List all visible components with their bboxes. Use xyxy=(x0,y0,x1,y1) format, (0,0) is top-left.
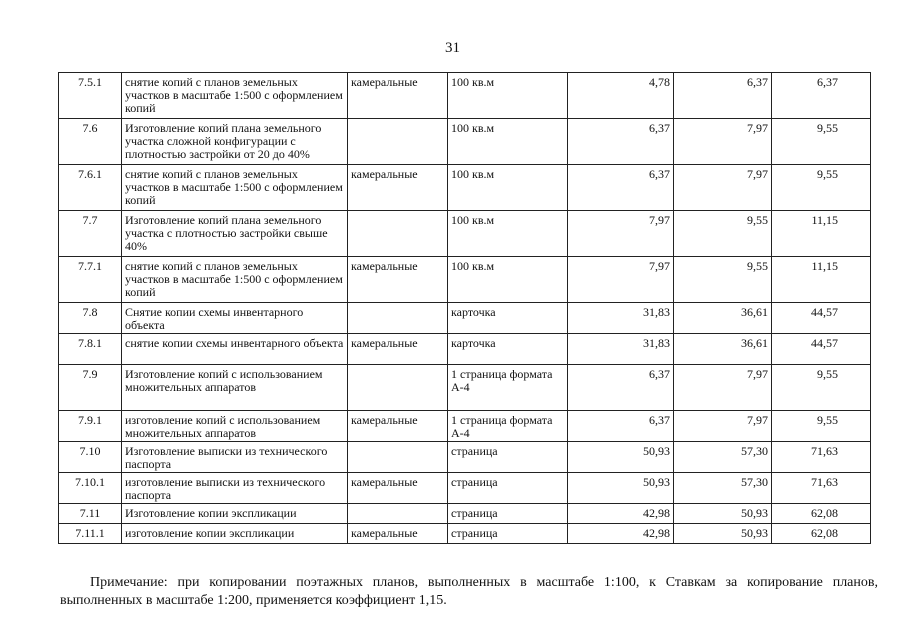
unit: 100 кв.м xyxy=(448,211,568,257)
rate-1: 42,98 xyxy=(568,504,674,524)
unit: страница xyxy=(448,442,568,473)
rate-1: 6,37 xyxy=(568,411,674,442)
rate-2: 7,97 xyxy=(674,165,772,211)
service-description: снятие копий с планов земельных участков в масштабе 1:500 с оформлением копий xyxy=(122,257,348,303)
rate-1: 6,37 xyxy=(568,365,674,411)
work-type xyxy=(348,119,448,165)
rate-1: 6,37 xyxy=(568,165,674,211)
rate-2: 6,37 xyxy=(674,73,772,119)
rate-3: 9,55 xyxy=(772,411,871,442)
rate-2: 36,61 xyxy=(674,334,772,365)
row-number: 7.11 xyxy=(59,504,122,524)
table-row xyxy=(59,524,871,544)
service-description: Изготовление копий плана земельного участка сложной конфигурации с плотностью застройки от 20 до 40% xyxy=(122,119,348,165)
unit: 100 кв.м xyxy=(448,257,568,303)
service-description: изготовление выписки из технического паспорта xyxy=(122,473,348,504)
rate-2: 57,30 xyxy=(674,473,772,504)
unit: карточка xyxy=(448,334,568,365)
unit: страница xyxy=(448,504,568,524)
row-number: 7.10.1 xyxy=(59,473,122,504)
unit: страница xyxy=(448,473,568,504)
rate-3: 44,57 xyxy=(772,334,871,365)
service-description: Изготовление копий плана земельного участка с плотностью застройки свыше 40% xyxy=(122,211,348,257)
unit: 100 кв.м xyxy=(448,119,568,165)
tariff-table xyxy=(58,72,871,544)
row-number: 7.7.1 xyxy=(59,257,122,303)
rate-3: 9,55 xyxy=(772,365,871,411)
rate-3: 9,55 xyxy=(772,119,871,165)
rate-2: 9,55 xyxy=(674,257,772,303)
rate-3: 62,08 xyxy=(772,524,871,544)
row-number: 7.6.1 xyxy=(59,165,122,211)
table-row xyxy=(59,257,871,303)
unit: 100 кв.м xyxy=(448,73,568,119)
rate-2: 7,97 xyxy=(674,119,772,165)
rate-2: 36,61 xyxy=(674,303,772,334)
work-type: камеральные xyxy=(348,473,448,504)
work-type xyxy=(348,303,448,334)
table-row xyxy=(59,504,871,524)
row-number: 7.11.1 xyxy=(59,524,122,544)
table-row xyxy=(59,334,871,365)
row-number: 7.8.1 xyxy=(59,334,122,365)
rate-3: 44,57 xyxy=(772,303,871,334)
rate-1: 42,98 xyxy=(568,524,674,544)
table-row xyxy=(59,411,871,442)
rate-3: 11,15 xyxy=(772,257,871,303)
work-type xyxy=(348,365,448,411)
table-row xyxy=(59,473,871,504)
rate-1: 4,78 xyxy=(568,73,674,119)
rate-2: 7,97 xyxy=(674,365,772,411)
service-description: снятие копии схемы инвентарного объекта xyxy=(122,334,348,365)
rate-1: 7,97 xyxy=(568,257,674,303)
table-row xyxy=(59,303,871,334)
rate-2: 7,97 xyxy=(674,411,772,442)
rate-1: 7,97 xyxy=(568,211,674,257)
unit: 100 кв.м xyxy=(448,165,568,211)
work-type: камеральные xyxy=(348,165,448,211)
work-type xyxy=(348,504,448,524)
service-description: изготовление копий с использованием множительных аппаратов xyxy=(122,411,348,442)
work-type: камеральные xyxy=(348,411,448,442)
footnote: Примечание: при копировании поэтажных планов, выполненных в масштабе 1:100, к Ставкам за копирование планов, выполненных в масштабе 1:200, применяется коэффициент 1,15. xyxy=(60,575,878,608)
work-type xyxy=(348,211,448,257)
work-type: камеральные xyxy=(348,73,448,119)
rate-1: 31,83 xyxy=(568,303,674,334)
page-number: 31 xyxy=(445,40,460,56)
table-row xyxy=(59,365,871,411)
rate-2: 50,93 xyxy=(674,524,772,544)
rate-3: 11,15 xyxy=(772,211,871,257)
work-type: камеральные xyxy=(348,334,448,365)
service-description: Изготовление копии экспликации xyxy=(122,504,348,524)
table-row xyxy=(59,165,871,211)
unit: 1 страница формата А-4 xyxy=(448,365,568,411)
rate-2: 9,55 xyxy=(674,211,772,257)
service-description: снятие копий с планов земельных участков в масштабе 1:500 с оформлением копий xyxy=(122,73,348,119)
unit: страница xyxy=(448,524,568,544)
row-number: 7.9 xyxy=(59,365,122,411)
service-description: Изготовление копий с использованием множительных аппаратов xyxy=(122,365,348,411)
service-description: изготовление копии экспликации xyxy=(122,524,348,544)
service-description: снятие копий с планов земельных участков в масштабе 1:500 с оформлением копий xyxy=(122,165,348,211)
unit: карточка xyxy=(448,303,568,334)
service-description: Изготовление выписки из технического паспорта xyxy=(122,442,348,473)
rate-1: 50,93 xyxy=(568,442,674,473)
rate-3: 9,55 xyxy=(772,165,871,211)
work-type xyxy=(348,442,448,473)
rate-2: 57,30 xyxy=(674,442,772,473)
rate-3: 6,37 xyxy=(772,73,871,119)
unit: 1 страница формата А-4 xyxy=(448,411,568,442)
work-type: камеральные xyxy=(348,524,448,544)
service-description: Снятие копии схемы инвентарного объекта xyxy=(122,303,348,334)
table-row xyxy=(59,442,871,473)
row-number: 7.7 xyxy=(59,211,122,257)
rate-3: 71,63 xyxy=(772,442,871,473)
row-number: 7.8 xyxy=(59,303,122,334)
rate-1: 6,37 xyxy=(568,119,674,165)
rate-3: 62,08 xyxy=(772,504,871,524)
row-number: 7.5.1 xyxy=(59,73,122,119)
table-row xyxy=(59,211,871,257)
row-number: 7.9.1 xyxy=(59,411,122,442)
table-row xyxy=(59,73,871,119)
row-number: 7.6 xyxy=(59,119,122,165)
row-number: 7.10 xyxy=(59,442,122,473)
rate-1: 50,93 xyxy=(568,473,674,504)
rate-1: 31,83 xyxy=(568,334,674,365)
work-type: камеральные xyxy=(348,257,448,303)
table-row xyxy=(59,119,871,165)
rate-3: 71,63 xyxy=(772,473,871,504)
rate-2: 50,93 xyxy=(674,504,772,524)
